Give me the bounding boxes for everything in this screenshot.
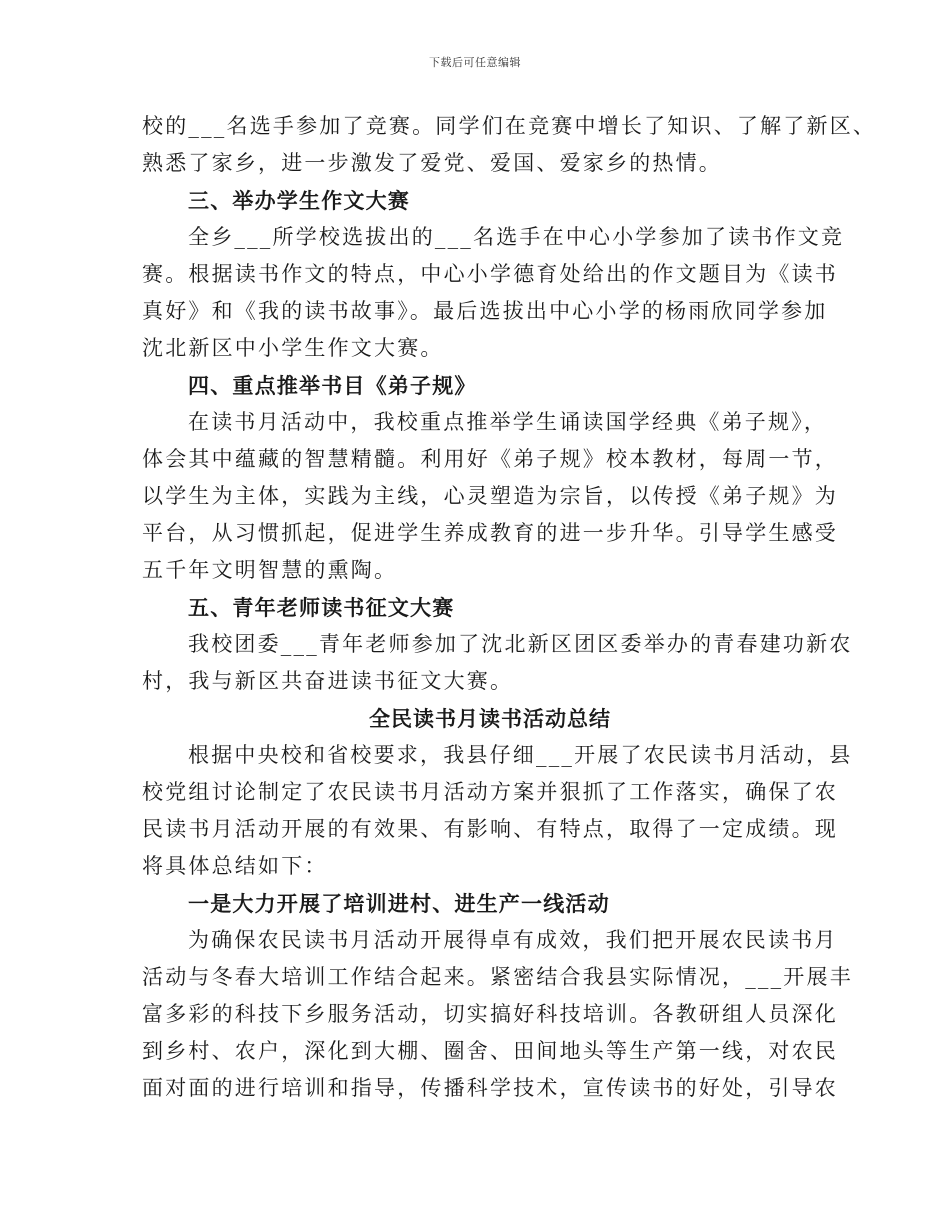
- text-line: 我校团委___青年老师参加了沈北新区团区委举办的青春建功新农: [188, 632, 853, 656]
- text-line: 富多彩的科技下乡服务活动，切实搞好科技培训。各教研组人员深化: [142, 1002, 838, 1026]
- text-line: 到乡村、农户，深化到大棚、圈舍、田间地头等生产第一线，对农民: [142, 1039, 838, 1063]
- section-heading: 三、举办学生作文大赛: [188, 188, 410, 213]
- text-line: 真好》和《我的读书故事》。最后选拔出中心小学的杨雨欣同学参加: [142, 299, 828, 323]
- text-line: 体会其中蕴藏的智慧精髓。利用好《弟子规》校本教材，每周一节，: [142, 447, 838, 471]
- text-line: 以学生为主体，实践为主线，心灵塑造为宗旨，以传授《弟子规》为: [142, 484, 838, 508]
- page-header: 下载后可任意编辑: [429, 56, 521, 69]
- text-line: 为确保农民读书月活动开展得卓有成效，我们把开展农民读书月: [188, 928, 838, 952]
- text-line: 面对面的进行培训和指导，传播科学技术，宣传读书的好处，引导农: [142, 1076, 838, 1100]
- text-line: 沈北新区中小学生作文大赛。: [142, 336, 444, 360]
- section-heading: 五、青年老师读书征文大赛: [188, 595, 455, 620]
- text-line: 民读书月活动开展的有效果、有影响、有特点，取得了一定成绩。现: [142, 817, 838, 841]
- document-body: [142, 108, 877, 1107]
- text-line: 全乡___所学校选拔出的___名选手在中心小学参加了读书作文竞: [188, 225, 845, 249]
- section-heading: 四、重点推举书目《弟子规》: [188, 373, 477, 398]
- text-line: 熟悉了家乡，进一步激发了爱党、爱国、爱家乡的热情。: [142, 151, 722, 175]
- document-title: 全民读书月读书活动总结: [369, 706, 611, 731]
- text-line: 平台，从习惯抓起，促进学生养成教育的进一步升华。引导学生感受: [142, 521, 838, 545]
- text-line: 五千年文明智慧的熏陶。: [142, 558, 398, 582]
- text-line: 村，我与新区共奋进读书征文大赛。: [142, 669, 514, 693]
- text-line: 校的___名选手参加了竞赛。同学们在竞赛中增长了知识、了解了新区、: [142, 114, 877, 138]
- text-line: 活动与冬春大培训工作结合起来。紧密结合我县实际情况，___开展丰: [142, 965, 853, 989]
- text-line: 校党组讨论制定了农民读书月活动方案并狠抓了工作落实，确保了农: [142, 780, 838, 804]
- text-line: 根据中央校和省校要求，我县仔细___开展了农民读书月活动，县: [188, 743, 853, 767]
- text-line: 赛。根据读书作文的特点，中心小学德育处给出的作文题目为《读书: [142, 262, 838, 286]
- text-line: 在读书月活动中，我校重点推举学生诵读国学经典《弟子规》，: [188, 410, 828, 434]
- text-line: 将具体总结如下：: [142, 854, 328, 878]
- section-heading: 一是大力开展了培训进村、进生产一线活动: [188, 891, 610, 916]
